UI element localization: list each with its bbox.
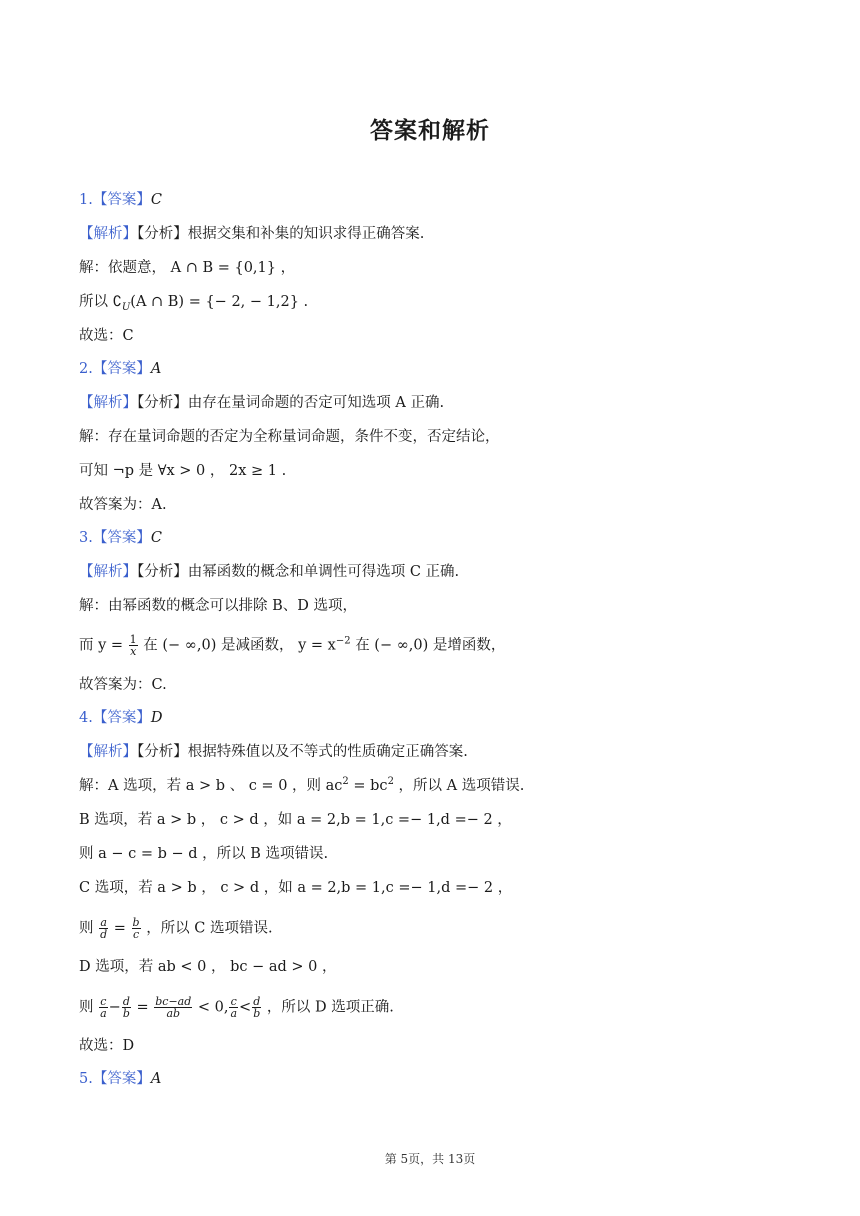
q3-analysis xyxy=(79,562,459,582)
q3-step2-c: 在 (− ∞,0) 是增函数， xyxy=(355,637,506,654)
q1-step1: 解：依题意， A ∩ B = {0,1} ， xyxy=(79,260,296,276)
q4-s1-c: ，所以 A 选项错误. xyxy=(393,778,525,794)
q1-choice: 故选：C xyxy=(79,328,134,344)
q1-step2 xyxy=(79,292,308,312)
q4-step5 xyxy=(79,917,273,940)
q2-choice: 故答案为：A. xyxy=(79,497,167,513)
q4-s7-f2d: b xyxy=(122,1007,130,1020)
q1-step2-pre: 所以 ∁ xyxy=(79,294,122,310)
q3-step1: 解：由幂函数的概念可以排除 B、D 选项， xyxy=(79,598,357,614)
q3-explain-tag: 【解析】 xyxy=(79,564,137,580)
q4-step2: B 选项，若 a > b ， c > d ，如 a = 2,b = 1,c =− 1,d =− 2 ， xyxy=(79,812,512,828)
q4-step3: 则 a − c = b − d ，所以 B 选项错误. xyxy=(79,846,329,862)
q4-analysis xyxy=(79,742,468,762)
q4-s7-frac3 xyxy=(154,996,192,1019)
q4-s5-f1n: a xyxy=(100,916,107,929)
q1-step2-sub: U xyxy=(121,301,131,313)
q2-explain-tag: 【解析】 xyxy=(79,395,137,411)
q4-s7-f2n: d xyxy=(122,995,130,1008)
q3-analysis-text: 【分析】由幂函数的概念和单调性可得选项 C 正确. xyxy=(137,564,460,580)
q1-analysis-text: 【分析】根据交集和补集的知识求得正确答案. xyxy=(137,226,425,242)
q3-fraction xyxy=(129,634,138,657)
q4-step6: D 选项，若 ab < 0 ， bc − ad > 0 ， xyxy=(79,959,337,975)
q4-s5-f1d: d xyxy=(100,928,108,941)
q3-frac-num: 1 xyxy=(129,633,137,646)
q4-s5-a: 则 xyxy=(79,920,94,937)
q2-step1: 解：存在量词命题的否定为全称量词命题，条件不变，否定结论， xyxy=(79,429,500,445)
q4-s7-f4d: a xyxy=(230,1007,238,1020)
q1-answer-label: 1.【答案】 xyxy=(79,192,151,208)
q4-step4: C 选项，若 a > b ， c > d ，如 a = 2,b = 1,c =− 1,d =− 2 ， xyxy=(79,880,513,896)
q4-s7-f5n: d xyxy=(253,995,261,1008)
q5-answer: A xyxy=(150,1071,162,1087)
q4-s7-f5d: b xyxy=(253,1007,261,1020)
q4-s7-frac4 xyxy=(229,996,238,1019)
q4-s7-f1n: c xyxy=(100,995,107,1008)
q4-s7-eq: = xyxy=(136,999,149,1016)
q4-s7-f4n: c xyxy=(230,995,237,1008)
q3-answer: C xyxy=(150,530,162,546)
q1-analysis xyxy=(79,224,424,244)
q3-step2-sup: −2 xyxy=(335,635,351,647)
q2-analysis-text: 【分析】由存在量词命题的否定可知选项 A 正确. xyxy=(137,395,445,411)
q4-s5-b: ，所以 C 选项错误. xyxy=(146,920,273,937)
q4-analysis-text: 【分析】根据特殊值以及不等式的性质确定正确答案. xyxy=(137,744,468,760)
q1-header xyxy=(79,190,162,210)
q4-choice: 故选：D xyxy=(79,1038,135,1054)
q4-s7-frac1 xyxy=(99,996,108,1019)
q4-s7-frac5 xyxy=(252,996,261,1019)
q4-s5-f2n: b xyxy=(132,916,140,929)
q3-step2 xyxy=(79,634,505,657)
q4-s1-a: 解：A 选项，若 a > b 、 c = 0 ，则 ac xyxy=(79,778,343,794)
q3-step2-a: 而 y = xyxy=(79,637,124,654)
q2-step2: 可知 ¬p 是 ∀x > 0 ， 2x ≥ 1 . xyxy=(79,463,287,479)
q4-s7-f3d: ab xyxy=(166,1007,181,1020)
q5-header xyxy=(79,1069,161,1089)
q4-s1-sup2: 2 xyxy=(387,776,394,788)
q3-answer-label: 3.【答案】 xyxy=(79,530,151,546)
q4-s5-eq: = xyxy=(113,920,126,937)
q4-header xyxy=(79,708,162,728)
q1-explain-tag: 【解析】 xyxy=(79,226,137,242)
q4-answer: D xyxy=(150,710,163,726)
q4-s7-f1d: a xyxy=(100,1007,107,1020)
q4-s7-minus: − xyxy=(108,999,121,1016)
q1-answer: C xyxy=(150,192,162,208)
q2-answer: A xyxy=(150,361,162,377)
q4-s5-frac2 xyxy=(132,917,141,940)
q4-step1 xyxy=(79,776,524,796)
q4-s5-f2d: c xyxy=(132,928,140,941)
q3-header xyxy=(79,528,162,548)
q4-s7-b: ，所以 D 选项正确. xyxy=(266,999,394,1016)
q4-s1-b: = bc xyxy=(348,778,388,794)
q4-s7-f3n: bc−ad xyxy=(155,995,192,1008)
q4-s7-lt2: < xyxy=(239,999,252,1016)
q4-s7-lt: < 0, xyxy=(197,999,229,1016)
q1-step2-post: (A ∩ B) = {− 2, − 1,2} . xyxy=(130,294,309,310)
q3-step2-b: 在 (− ∞,0) 是减函数， y = x xyxy=(143,637,336,654)
q4-s7-frac2 xyxy=(122,996,131,1019)
q3-choice: 故答案为：C. xyxy=(79,677,167,693)
q2-header xyxy=(79,359,161,379)
page-title: 答案和解析 xyxy=(370,118,490,144)
q3-frac-den: x xyxy=(130,645,137,658)
q4-s5-frac1 xyxy=(99,917,108,940)
q4-s7-a: 则 xyxy=(79,999,94,1016)
q4-s1-sup1: 2 xyxy=(342,776,349,788)
q4-step7 xyxy=(79,996,394,1019)
q4-explain-tag: 【解析】 xyxy=(79,744,137,760)
q5-answer-label: 5.【答案】 xyxy=(79,1071,151,1087)
q2-answer-label: 2.【答案】 xyxy=(79,361,151,377)
q2-analysis xyxy=(79,393,444,413)
page-footer: 第 5页，共 13页 xyxy=(384,1152,476,1166)
q4-answer-label: 4.【答案】 xyxy=(79,710,151,726)
